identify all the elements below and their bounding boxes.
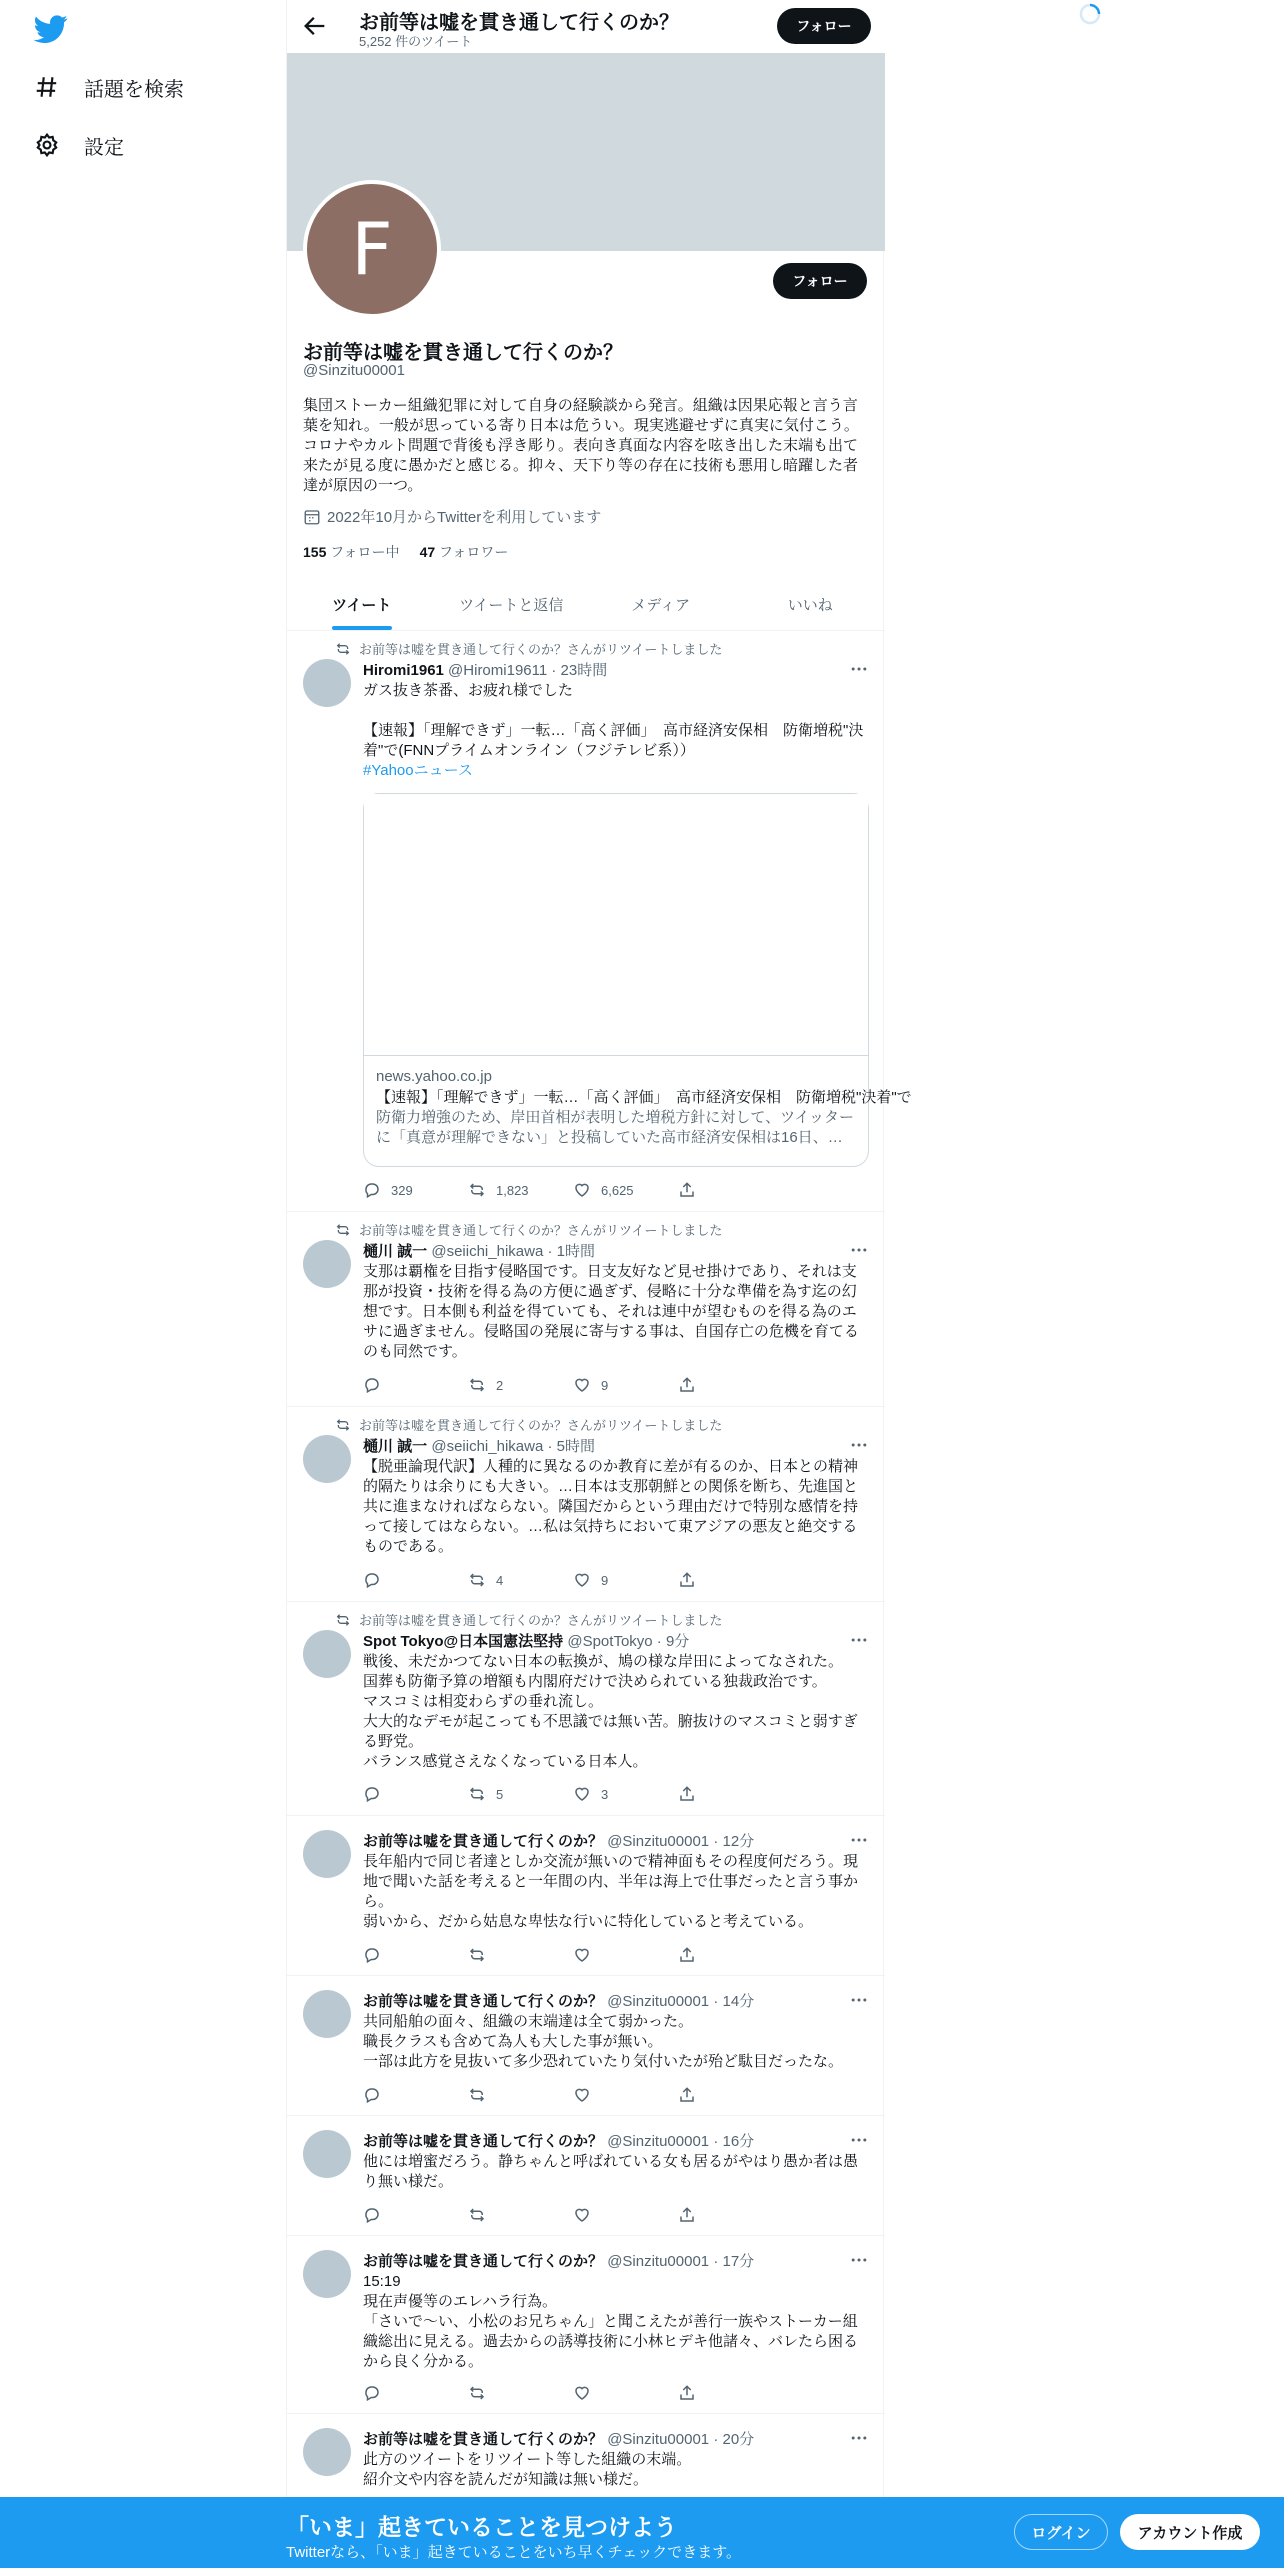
- tweet-avatar[interactable]: [303, 659, 351, 707]
- retweet-icon: [335, 641, 351, 657]
- top-bar: [287, 0, 885, 53]
- like-button[interactable]: 9: [573, 1374, 678, 1396]
- share-icon: [678, 1571, 696, 1589]
- retweet-icon: [468, 2384, 486, 2402]
- tweet-text: 此方のツイートをリツイート等した組織の末端。 紹介文や内容を読んだが知識は無い様だ。: [363, 2451, 692, 2488]
- hashtag-icon: [34, 74, 60, 100]
- tweet[interactable]: [287, 1816, 885, 1976]
- retweet-icon: [335, 1612, 351, 1628]
- more-icon[interactable]: [849, 1830, 869, 1850]
- reply-icon: [363, 2384, 381, 2402]
- retweet-button[interactable]: 2: [468, 1374, 573, 1396]
- heart-icon: [573, 1376, 591, 1394]
- link-card[interactable]: [363, 793, 912, 1167]
- header-title: お前等は嘘を貫き通して行くのか？: [359, 12, 679, 34]
- retweet-icon: [468, 2086, 486, 2104]
- reply-button[interactable]: [363, 2382, 468, 2404]
- nav-explore-label: 話題を検索: [84, 78, 184, 101]
- retweet-button[interactable]: [468, 1944, 573, 1966]
- heart-icon: [573, 1181, 591, 1199]
- reply-button[interactable]: [363, 1374, 468, 1396]
- like-button[interactable]: 6,625: [573, 1179, 678, 1201]
- retweet-icon: [335, 1222, 351, 1238]
- share-button[interactable]: [678, 2084, 783, 2106]
- share-button[interactable]: [678, 2382, 783, 2404]
- nav-settings-label: 設定: [84, 136, 124, 159]
- retweet-button[interactable]: 5: [468, 1783, 573, 1805]
- profile-name: お前等は嘘を貫き通して行くのか？: [303, 342, 623, 364]
- tweet[interactable]: [287, 1602, 885, 1816]
- tweet-header: 樋川 誠一 @seiichi_hikawa · 5時間: [363, 1438, 595, 1455]
- share-icon: [678, 2206, 696, 2224]
- tweet[interactable]: [287, 1407, 885, 1602]
- share-icon: [678, 1785, 696, 1803]
- tweet-actions: [363, 2204, 783, 2226]
- share-button[interactable]: [678, 1944, 783, 1966]
- login-button[interactable]: ログイン: [1014, 2514, 1108, 2550]
- card-domain: news.yahoo.co.jp: [376, 1068, 492, 1085]
- nav-settings[interactable]: [34, 125, 124, 165]
- profile-joined-text: 2022年10月からTwitterを利用しています: [327, 509, 602, 526]
- share-button[interactable]: [678, 1374, 783, 1396]
- share-icon: [678, 1376, 696, 1394]
- tweet-avatar[interactable]: [303, 1990, 351, 2038]
- retweet-button[interactable]: [468, 2204, 573, 2226]
- tweet-avatar[interactable]: [303, 1435, 351, 1483]
- header-tweet-count: 5,252 件のツイート: [359, 34, 473, 49]
- more-icon[interactable]: [849, 1240, 869, 1260]
- profile-stats: [303, 542, 508, 562]
- retweet-button[interactable]: 4: [468, 1569, 573, 1591]
- signup-banner: [0, 2497, 1284, 2568]
- heart-icon: [573, 1785, 591, 1803]
- share-button[interactable]: [678, 1783, 783, 1805]
- tweet-actions: [363, 1374, 783, 1396]
- more-icon[interactable]: [849, 1990, 869, 2010]
- profile-tabs: [287, 578, 885, 631]
- tweet[interactable]: [287, 2236, 885, 2414]
- tweet-actions: [363, 1783, 783, 1805]
- like-button[interactable]: [573, 2204, 678, 2226]
- reply-button[interactable]: [363, 1944, 468, 1966]
- share-icon: [678, 1181, 696, 1199]
- tweet-header: Spot Tokyo@日本国憲法堅持 @SpotTokyo · 9分: [363, 1633, 690, 1650]
- profile-handle: @Sinzitu00001: [303, 362, 405, 379]
- tab-media[interactable]: メディア: [631, 596, 691, 614]
- following-link[interactable]: 155 フォロー中: [303, 544, 400, 560]
- tweet-text: 共同船舶の面々、組織の末端達は全て弱かった。 職長クラスも含めて為人も大した事が無い。 一部は此方を見抜いて多少恐れていたり気付いたが殆ど駄目だったな。: [363, 2013, 844, 2070]
- retweet-button[interactable]: [468, 2382, 573, 2404]
- more-icon[interactable]: [849, 2130, 869, 2150]
- followers-link[interactable]: 47 フォロワー: [419, 544, 509, 560]
- share-icon: [678, 2086, 696, 2104]
- tweet[interactable]: [287, 1212, 885, 1407]
- tweet-avatar[interactable]: [303, 1830, 351, 1878]
- tweet-avatar[interactable]: [303, 2250, 351, 2298]
- more-icon[interactable]: [849, 1435, 869, 1455]
- retweet-context: お前等は嘘を貫き通して行くのか？さんがリツイートしました: [335, 1415, 722, 1434]
- reply-icon: [363, 2086, 381, 2104]
- tweet-header: お前等は嘘を貫き通して行くのか？ @Sinzitu00001 · 12分: [363, 1833, 755, 1850]
- tweet-text: 15:19 現在声優等のエレハラ行為。 「さいで〜い、小松のお兄ちゃん」と聞こえたが善行一族やストーカー組織総出に見える。過去からの誘導技術に小林ヒデキ他諸々、バレたら困るから良く分かる。: [363, 2273, 859, 2370]
- retweet-button[interactable]: 1,823: [468, 1179, 573, 1201]
- retweet-icon: [468, 1571, 486, 1589]
- profile-avatar[interactable]: F: [303, 180, 441, 318]
- tweet-header: 樋川 誠一 @seiichi_hikawa · 1時間: [363, 1243, 595, 1260]
- heart-icon: [573, 1571, 591, 1589]
- reply-button[interactable]: [363, 1783, 468, 1805]
- profile-bio: 集団ストーカー組織犯罪に対して自身の経験談から発言。組織は因果応報と言う言葉を知れ。一般が思っている寄り日本は危うい。現実逃避せずに真実に気付こう。コロナやカルト問題で背後も浮き彫り。表向き真面な内容を呟き出した末端も出て来たが見る度に愚かだと感じる。抑々、天下り等の存在に技術も悪用し暗躍した者達が原因の一つ。: [303, 397, 859, 494]
- profile-follow-button[interactable]: フォロー: [773, 263, 867, 299]
- heart-icon: [573, 2086, 591, 2104]
- card-image: [364, 794, 868, 1056]
- tweet-avatar[interactable]: [303, 2130, 351, 2178]
- like-button[interactable]: [573, 2084, 678, 2106]
- more-icon[interactable]: [849, 1630, 869, 1650]
- share-button[interactable]: [678, 1179, 783, 1201]
- tab-tweets-replies[interactable]: ツイートと返信: [459, 596, 564, 614]
- retweet-context: お前等は嘘を貫き通して行くのか？さんがリツイートしました: [335, 639, 722, 658]
- tweet-text: ガス抜き茶番、お疲れ様でした 【速報】「理解できず」一転…「高く評価」 高市経済安保相 防衛増税"決着"で(FNNプライムオンライン（フジテレビ系）） #Yahooニュース: [363, 682, 864, 779]
- heart-icon: [573, 2384, 591, 2402]
- reply-button[interactable]: [363, 2084, 468, 2106]
- tweet-header: お前等は嘘を貫き通して行くのか？ @Sinzitu00001 · 14分: [363, 1993, 755, 2010]
- tweet-actions: [363, 1569, 783, 1591]
- tweet-text: 他には増蜜だろう。静ちゃんと呼ばれている女も居るがやはり愚か者は愚り無い様だ。: [363, 2153, 859, 2190]
- profile-timeline: [286, 0, 912, 2568]
- tweet-text: 戦後、未だかつてない日本の転換が、鳩の様な岸田によってなされた。 国葬も防衛予算の増額も内閣府だけで決められている独裁政治です。 マスコミは相変わらずの垂れ流し。 大大的なデモが起こっても不思議では無い苦。腑抜けのマスコミと弱すぎる野党。 バランス感覚さえなくなっている日本人。: [363, 1653, 858, 1770]
- signup-banner-subtitle: Twitterなら、「いま」起きていることをいち早くチェックできます。: [286, 2544, 742, 2561]
- tweet-text: 【脱亜論現代訳】人種的に異なるのか教育に差が有るのか、日本との精神的隔たりは余りにも大きい。…日本は支那朝鮮との関係を断ち、先進国と共に進まなければならない。隣国だからという理由だけで特別な感情を持って接してはならない。…私は気持ちにおいて東アジアの悪友と絶交するものである。: [363, 1458, 859, 1555]
- heart-icon: [573, 2206, 591, 2224]
- more-icon[interactable]: [849, 659, 869, 679]
- tweet-header: Hiromi1961 @Hiromi19611 · 23時間: [363, 662, 608, 679]
- tweet-text: 長年船内で同じ者達としか交流が無いので精神面もその程度何だろう。現地で聞いた話を考えると一年間の内、半年は海上で仕事だったと言う事から。 弱いから、だから姑息な卑怯な行いに特化していると考えている。: [363, 1853, 859, 1930]
- reply-icon: [363, 2206, 381, 2224]
- tweet-actions: [363, 1944, 783, 1966]
- tweet-actions: [363, 2382, 783, 2404]
- tweet-text: 支那は覇権を目指す侵略国です。日支友好など見せ掛けであり、それは支那が投資・技術を得る為の方便に過ぎず、侵略に十分な準備を為す迄の幻想です。日本側も利益を得ていても、それは連中が望むものを得る為のエサに過ぎません。侵略国の発展に寄与する事は、自国存亡の危機を育てるのも同然です。: [363, 1263, 859, 1360]
- more-icon[interactable]: [849, 2428, 869, 2448]
- like-button[interactable]: 3: [573, 1783, 678, 1805]
- gear-icon: [34, 132, 60, 158]
- loading-spinner-icon: [1078, 2, 1102, 26]
- share-icon: [678, 2384, 696, 2402]
- tweet-avatar[interactable]: [303, 1240, 351, 1288]
- tweet[interactable]: [287, 2116, 885, 2236]
- retweet-icon: [468, 2206, 486, 2224]
- reply-button[interactable]: [363, 2204, 468, 2226]
- reply-icon: [363, 1946, 381, 1964]
- like-button[interactable]: [573, 1944, 678, 1966]
- twitter-bird-icon[interactable]: [34, 12, 68, 46]
- retweet-icon: [468, 1181, 486, 1199]
- tweet-avatar[interactable]: [303, 1630, 351, 1678]
- reply-icon: [363, 1571, 381, 1589]
- retweet-button[interactable]: [468, 2084, 573, 2106]
- left-nav: [0, 0, 286, 2568]
- retweet-context: お前等は嘘を貫き通して行くのか？さんがリツイートしました: [335, 1220, 722, 1239]
- card-description: 防衛力増強のため、岸田首相が表明した増税方針に対して、ツイッターに「真意が理解できない」と投稿していた高市経済安保相は16日、…: [376, 1109, 855, 1146]
- tweet[interactable]: [287, 1976, 885, 2116]
- back-arrow-icon[interactable]: [301, 12, 329, 40]
- calendar-icon: [303, 508, 321, 526]
- retweet-context: お前等は嘘を貫き通して行くのか？さんがリツイートしました: [335, 1610, 722, 1629]
- share-button[interactable]: [678, 2204, 783, 2226]
- tweet-actions: [363, 2084, 783, 2106]
- tweet-header: お前等は嘘を貫き通して行くのか？ @Sinzitu00001 · 17分: [363, 2253, 755, 2270]
- signup-button[interactable]: アカウント作成: [1120, 2514, 1260, 2550]
- tweet-header: お前等は嘘を貫き通して行くのか？ @Sinzitu00001 · 20分: [363, 2431, 755, 2448]
- retweet-icon: [468, 1946, 486, 1964]
- hashtag-link[interactable]: #Yahooニュース: [363, 762, 473, 779]
- header-follow-button[interactable]: フォロー: [777, 8, 871, 44]
- retweet-icon: [335, 1417, 351, 1433]
- share-icon: [678, 1946, 696, 1964]
- card-title: 【速報】「理解できず」一転…「高く評価」 高市経済安保相 防衛増税"決着"で: [376, 1089, 912, 1106]
- tweet-avatar[interactable]: [303, 2428, 351, 2476]
- tab-likes[interactable]: いいね: [787, 596, 833, 614]
- nav-explore[interactable]: [34, 67, 184, 107]
- retweet-icon: [468, 1376, 486, 1394]
- reply-icon: [363, 1785, 381, 1803]
- more-icon[interactable]: [849, 2250, 869, 2270]
- tab-tweets[interactable]: ツイート: [287, 578, 437, 630]
- like-button[interactable]: 9: [573, 1569, 678, 1591]
- tweet[interactable]: [287, 631, 912, 1212]
- profile-joined: [303, 506, 601, 527]
- signup-banner-title: 「いま」起きていることを見つけよう: [286, 2514, 677, 2540]
- share-button[interactable]: [678, 1569, 783, 1591]
- like-button[interactable]: [573, 2382, 678, 2404]
- reply-button[interactable]: 329: [363, 1179, 468, 1201]
- tweet-actions: [363, 1179, 783, 1201]
- retweet-icon: [468, 1785, 486, 1803]
- reply-icon: [363, 1376, 381, 1394]
- heart-icon: [573, 1946, 591, 1964]
- tweet-header: お前等は嘘を貫き通して行くのか？ @Sinzitu00001 · 16分: [363, 2133, 755, 2150]
- reply-button[interactable]: [363, 1569, 468, 1591]
- reply-icon: [363, 1181, 381, 1199]
